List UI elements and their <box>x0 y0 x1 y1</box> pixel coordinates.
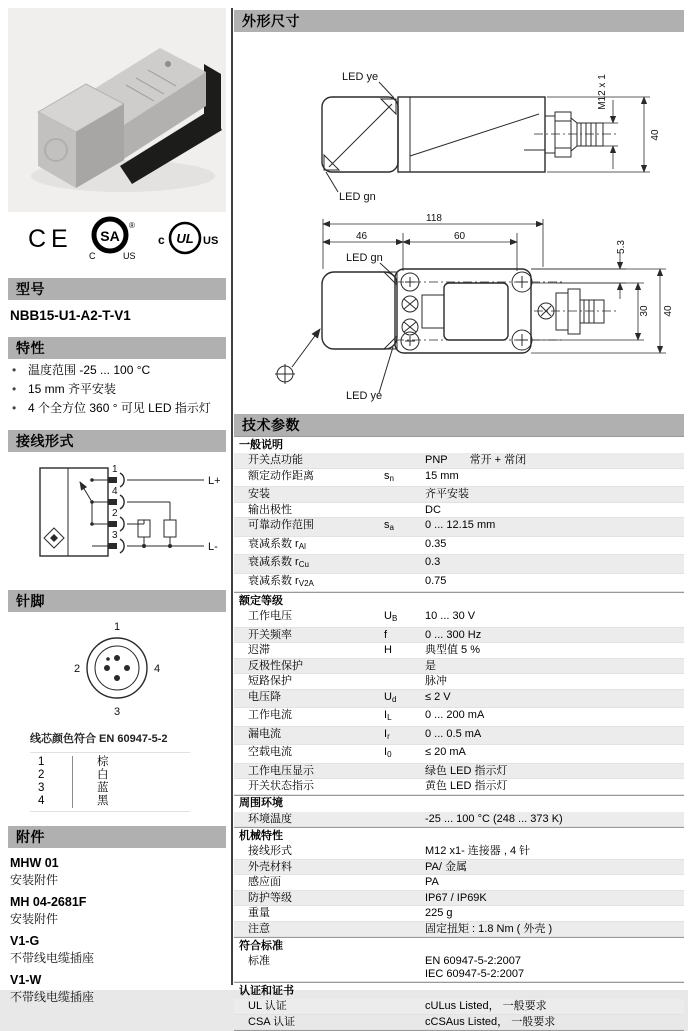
table-section-title: 认证和证书 <box>234 982 684 999</box>
row-symbol <box>384 504 425 517</box>
table-row <box>234 518 684 537</box>
dimension-drawing-side <box>234 32 684 209</box>
row-value-text: DC <box>425 503 441 516</box>
table-row <box>234 609 684 628</box>
row-value-text: M12 x1- 连接器 , 4 针 <box>425 845 531 857</box>
row-symbol: $I_r$ <box>384 727 390 741</box>
table-row <box>234 779 684 795</box>
row-symbol: $U_B$ <box>384 610 398 623</box>
wire-color-row <box>30 756 190 769</box>
row-label: 短路保护 <box>248 675 292 687</box>
row-value <box>425 629 684 642</box>
csa-logo <box>79 214 145 262</box>
wire-color-note: 线芯颜色符合 EN 60947-5-2 <box>30 733 168 745</box>
row-value <box>425 454 684 467</box>
label-led-ye-side: LED ye <box>342 71 379 83</box>
csa-mark-text: SA <box>100 228 120 244</box>
table-section-title: 额定等级 <box>234 592 684 609</box>
dim-height-side: 40 <box>650 129 661 141</box>
row-value <box>425 1016 684 1029</box>
row-value-line: IEC 60947-5-2:2007 <box>425 967 525 980</box>
row-label: 额定动作距离 <box>248 469 314 482</box>
row-value-text: 0 ... 12.15 mm <box>425 519 496 531</box>
row-value-text: 黄色 LED 指示灯 <box>425 780 508 792</box>
dim-inner: 30 <box>639 305 650 317</box>
row-value <box>425 746 684 762</box>
section-header-tech: 技术参数 <box>234 414 684 436</box>
row-value <box>425 660 684 673</box>
tech-table <box>234 436 684 1031</box>
row-symbol: $U_d$ <box>384 690 397 704</box>
target-symbol <box>275 329 320 384</box>
row-value-text: cULus Listed， 一般要求 <box>425 1000 547 1012</box>
feature-text: 4 个全方位 360 ° 可见 LED 指示灯 <box>28 401 211 415</box>
row-value-text: 齐平安装 <box>425 488 469 500</box>
wire-pin: 2 <box>38 769 45 781</box>
table-section-title: 周围环境 <box>234 795 684 812</box>
label-led-gn-side: LED gn <box>339 191 376 203</box>
row-value-text: 0.35 <box>425 537 447 550</box>
row-value-text: -25 ... 100 °C (248 ... 373 K) <box>425 812 563 825</box>
row-value <box>425 907 684 920</box>
row-symbol: H <box>384 644 392 656</box>
row-value <box>425 644 684 657</box>
bullet-icon: • <box>12 401 17 415</box>
accessory-item <box>10 934 226 965</box>
row-label: 开关状态指示 <box>248 780 314 792</box>
row-value-text: ≤ 2 V <box>425 690 451 703</box>
row-value <box>425 575 684 591</box>
row-symbol <box>384 556 425 572</box>
row-label: UL 认证 <box>248 1000 287 1012</box>
table-row <box>234 860 684 876</box>
bullet-icon: • <box>12 382 17 396</box>
table-row <box>234 922 684 938</box>
row-value <box>425 519 684 535</box>
row-value-text: 225 g <box>425 907 453 919</box>
table-row <box>234 891 684 907</box>
wire-color: 黑 <box>72 795 109 808</box>
row-value-text: 0.3 <box>425 556 441 568</box>
wire-pin: 4 <box>38 795 45 807</box>
row-label: 衰减系数 $r_{Al}$ <box>248 537 306 551</box>
row-symbol <box>384 923 425 936</box>
row-symbol <box>384 488 425 501</box>
row-value <box>425 955 684 980</box>
row-label: 漏电流 <box>248 727 281 740</box>
row-label: 重量 <box>248 907 270 919</box>
row-value-text: 15 mm <box>425 469 459 482</box>
table-row <box>234 727 684 746</box>
row-symbol <box>384 876 425 889</box>
table-row <box>234 469 684 488</box>
product-photo <box>8 8 226 212</box>
row-label: 接线形式 <box>248 845 292 857</box>
row-value <box>425 728 684 744</box>
row-symbol <box>384 660 425 673</box>
section-header-features: 特性 <box>8 337 226 359</box>
label-l-minus: L- <box>208 541 218 553</box>
wire-color-row <box>30 795 190 808</box>
row-label: 安装 <box>248 488 270 500</box>
section-header-wiring: 接线形式 <box>8 430 226 452</box>
row-symbol <box>384 675 425 688</box>
row-label: 防护等级 <box>248 891 292 904</box>
dim-step: 5.3 <box>616 240 627 254</box>
pin-label-4: 4 <box>154 663 161 675</box>
table-section-title: 一般说明 <box>234 436 684 453</box>
row-symbol: $I_L$ <box>384 709 392 722</box>
pinout-diagram <box>8 616 226 720</box>
row-value-text: 0.75 <box>425 574 447 587</box>
row-label: 空载电流 <box>248 746 292 758</box>
row-value-text: 绿色 LED 指示灯 <box>425 764 508 777</box>
row-label: 输出极性 <box>248 503 292 516</box>
ul-us: US <box>203 235 219 247</box>
table-row <box>234 844 684 860</box>
ul-logo <box>152 217 220 259</box>
dim-height-top: 40 <box>663 305 674 317</box>
csa-us: US <box>123 251 136 261</box>
table-row <box>234 537 684 556</box>
row-value <box>425 813 684 826</box>
row-value-text: 0 ... 300 Hz <box>425 628 482 641</box>
wire-color: 棕 <box>72 756 109 769</box>
section-header-dimensions: 外形尺寸 <box>234 10 684 32</box>
row-value-text: PNP <box>425 454 448 466</box>
row-symbol <box>384 907 425 920</box>
table-row <box>234 875 684 891</box>
row-value-text: IP67 / IP69K <box>425 891 487 904</box>
row-label: 反极性保护 <box>248 659 303 672</box>
row-value <box>425 780 684 793</box>
accessory-item <box>10 856 226 887</box>
row-symbol: f <box>384 628 388 641</box>
row-value-text: 0 ... 200 mA <box>425 709 485 721</box>
label-led-gn-top: LED gn <box>346 252 383 264</box>
row-label: 外壳材料 <box>248 860 292 873</box>
table-row <box>234 764 684 780</box>
table-row <box>234 906 684 922</box>
left-column <box>8 8 226 1004</box>
table-row <box>234 674 684 690</box>
row-symbol <box>384 813 425 826</box>
row-value <box>425 1000 684 1013</box>
csa-c: C <box>89 251 96 261</box>
row-label: CSA 认证 <box>248 1015 296 1028</box>
table-row <box>234 643 684 659</box>
wire-color-table <box>30 752 190 812</box>
table-row <box>234 708 684 727</box>
table-row <box>234 503 684 519</box>
feature-item <box>12 382 226 397</box>
table-row <box>234 555 684 574</box>
accessory-desc: 安装附件 <box>10 912 59 926</box>
row-symbol <box>384 765 425 778</box>
dim-head: 46 <box>356 231 368 242</box>
ul-mark-text: UL <box>176 231 194 246</box>
row-value-text: ≤ 20 mA <box>425 746 466 758</box>
wire-color: 白 <box>72 769 109 782</box>
row-value-extra: 常开 + 常闭 <box>469 454 527 466</box>
ul-c: c <box>158 233 165 247</box>
row-symbol: $s_n$ <box>384 469 394 483</box>
csa-reg: ® <box>129 221 135 230</box>
row-symbol <box>384 1000 425 1013</box>
row-value <box>425 538 684 554</box>
features-list <box>8 363 226 416</box>
row-value <box>425 892 684 905</box>
row-value-text: 典型值 5 % <box>425 644 481 656</box>
accessory-desc: 不带线电缆插座 <box>10 990 95 1004</box>
row-value <box>425 504 684 517</box>
ce-text: CE <box>28 225 73 253</box>
row-value-text: PA/ 金属 <box>425 860 467 873</box>
row-label: 衰减系数 $r_{V2A}$ <box>248 574 314 588</box>
accessory-desc: 安装附件 <box>10 873 59 887</box>
feature-text: 15 mm 齐平安装 <box>28 382 117 396</box>
row-label: 工作电压显示 <box>248 764 314 777</box>
accessory-name: MHW 01 <box>10 856 59 870</box>
row-value <box>425 923 684 936</box>
accessory-name: V1-G <box>10 934 40 948</box>
section-header-accessories: 附件 <box>8 826 226 848</box>
row-value-text: 脉冲 <box>425 675 447 687</box>
label-l-plus: L+ <box>208 475 221 487</box>
table-row <box>234 745 684 764</box>
pin-label-3: 3 <box>114 706 121 718</box>
row-value <box>425 861 684 874</box>
wire-pin: 1 <box>38 756 45 768</box>
feature-item <box>12 363 226 378</box>
table-section-title: 符合标准 <box>234 937 684 954</box>
row-label: 标准 <box>248 955 270 967</box>
section-header-model: 型号 <box>8 278 226 300</box>
row-value <box>425 765 684 778</box>
section-header-pinout: 针脚 <box>8 590 226 612</box>
wiring-diagram <box>8 458 226 576</box>
accessory-name: V1-W <box>10 973 42 987</box>
row-symbol <box>384 1016 425 1029</box>
row-value <box>425 709 684 725</box>
accessories-list <box>8 856 226 1004</box>
row-symbol <box>384 955 425 980</box>
row-value-text: PA <box>425 876 439 888</box>
dim-thread: M12 x 1 <box>597 74 608 110</box>
table-row <box>234 1015 684 1031</box>
model-number: NBB15-U1-A2-T-V1 <box>10 308 131 323</box>
row-label: 感应面 <box>248 876 281 888</box>
row-label: 开关频率 <box>248 628 292 641</box>
wire-color: 蓝 <box>72 782 109 795</box>
dim-mid: 60 <box>454 231 466 242</box>
row-value-line: EN 60947-5-2:2007 <box>425 955 522 967</box>
pin-label-2: 2 <box>74 663 81 675</box>
wire-color-row <box>30 782 190 795</box>
accessory-name: MH 04-2681F <box>10 895 87 909</box>
certification-logos <box>8 212 226 264</box>
dimension-drawing-top <box>234 209 684 409</box>
dim-total: 118 <box>426 213 442 224</box>
row-value <box>425 556 684 572</box>
table-section-title: 机械特性 <box>234 827 684 844</box>
wire-color-row <box>30 769 190 782</box>
table-row <box>234 628 684 644</box>
row-value <box>425 675 684 688</box>
wire-pin-2: 2 <box>112 508 118 519</box>
row-label: 迟滞 <box>248 644 270 656</box>
row-label: 工作电流 <box>248 709 292 721</box>
row-symbol <box>384 575 425 591</box>
table-row <box>234 812 684 828</box>
row-value <box>425 845 684 858</box>
row-value <box>425 610 684 626</box>
row-label: 电压降 <box>248 690 281 703</box>
feature-text: 温度范围 -25 ... 100 °C <box>28 363 151 377</box>
feature-item <box>12 401 226 416</box>
bullet-icon: • <box>12 363 17 377</box>
row-symbol <box>384 892 425 905</box>
wire-pin-4: 4 <box>112 486 118 497</box>
accessory-item <box>10 895 226 926</box>
right-column <box>231 8 687 1028</box>
wire-pin-1: 1 <box>112 464 118 475</box>
row-label: 环境温度 <box>248 812 292 825</box>
row-value-text: 10 ... 30 V <box>425 610 476 622</box>
table-row <box>234 999 684 1015</box>
row-value <box>425 691 684 707</box>
accessory-item <box>10 973 226 1004</box>
pin-label-1: 1 <box>114 621 121 633</box>
row-label: 工作电压 <box>248 610 292 622</box>
row-symbol <box>384 454 425 467</box>
row-label: 衰减系数 $r_{Cu}$ <box>248 556 309 569</box>
row-label: 注意 <box>248 922 270 935</box>
ce-logo <box>20 218 72 258</box>
row-value-text: cCSAus Listed， 一般要求 <box>425 1015 556 1028</box>
row-symbol <box>384 538 425 554</box>
row-symbol: $I_0$ <box>384 746 392 759</box>
row-label: 可靠动作范围 <box>248 519 314 531</box>
row-symbol <box>384 780 425 793</box>
accessory-desc: 不带线电缆插座 <box>10 951 95 965</box>
row-value-text: 固定扭矩 : 1.8 Nm ( 外壳 ) <box>425 922 553 935</box>
table-row <box>234 659 684 675</box>
row-symbol: $s_a$ <box>384 519 394 532</box>
wire-pin-3: 3 <box>112 530 118 541</box>
row-label: 开关点功能 <box>248 454 303 466</box>
row-value-text: 0 ... 0.5 mA <box>425 727 482 740</box>
row-symbol <box>384 861 425 874</box>
table-row <box>234 954 684 982</box>
row-value <box>425 470 684 486</box>
table-row <box>234 487 684 503</box>
table-row <box>234 453 684 469</box>
table-row <box>234 690 684 709</box>
wire-pin: 3 <box>38 782 45 794</box>
row-value <box>425 488 684 501</box>
row-symbol <box>384 845 425 858</box>
label-led-ye-top: LED ye <box>346 390 383 402</box>
table-row <box>234 574 684 593</box>
row-value <box>425 876 684 889</box>
row-value-text: 是 <box>425 659 436 672</box>
